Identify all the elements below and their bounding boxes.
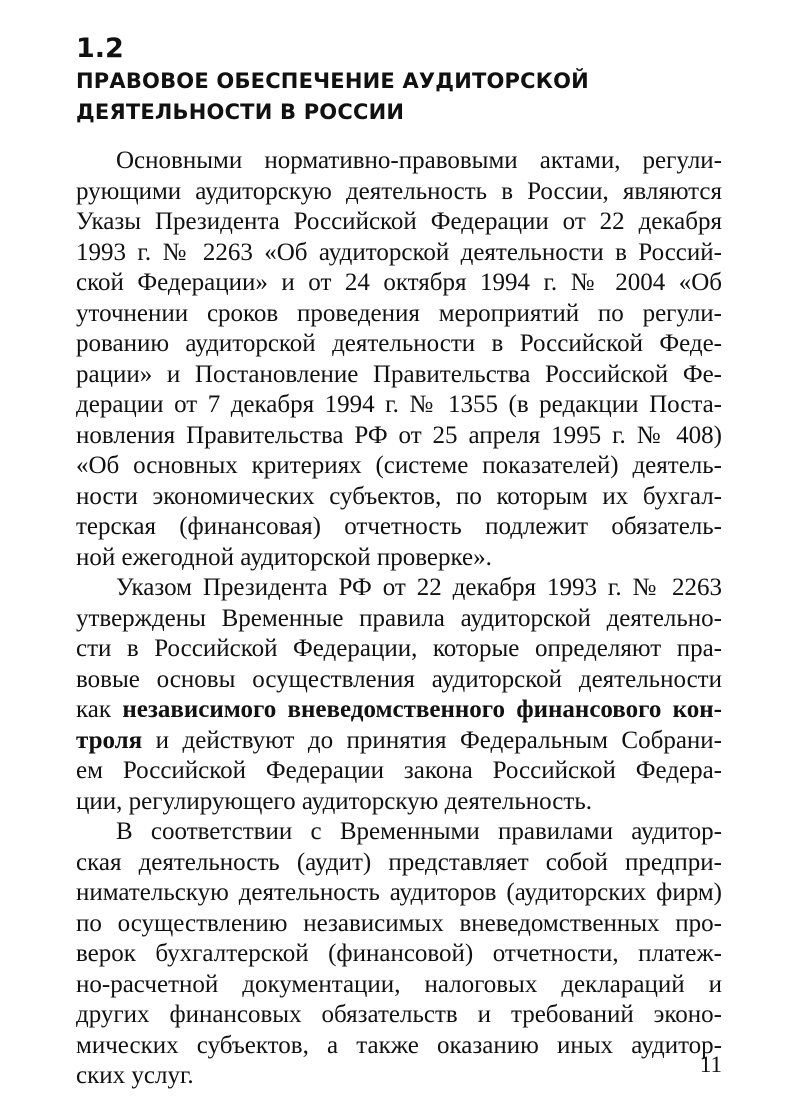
text-line: нимательскую деятельность аудиторов (аудиторских фирм)	[76, 879, 722, 906]
text-line: уточнении сроков проведения мероприятий по регули-	[76, 299, 722, 327]
text-line: по осуществлению независимых вневедомственных про-	[76, 909, 722, 937]
text-line-mixed	[76, 726, 722, 757]
text-line: В соответствии с Временными правилами аудитор-	[116, 818, 722, 845]
text-line: ной ежегодной аудиторской проверке».	[76, 543, 492, 571]
section-title-line: ПРАВОВОЕ ОБЕСПЕЧЕНИЕ АУДИТОРСКОЙ	[76, 69, 589, 93]
paragraph	[76, 146, 722, 573]
page-number: 11	[699, 1052, 722, 1077]
text-line: рованию аудиторской деятельности в Российской Феде-	[76, 330, 722, 357]
text-line: сти в Российской Федерации, которые определяют пра-	[76, 635, 722, 662]
text-line: Указы Президента Российской Федерации от 22 декабря	[76, 208, 722, 235]
text-line: Основными нормативно-правовыми актами, регули-	[116, 147, 722, 174]
text-line: ской Федерации» и от 24 октября 1994 г. № 2004 «Об	[76, 269, 722, 296]
emphasized-text: независимого вневедомственного финансового кон-	[122, 696, 722, 723]
text-line: «Об основных критериях (системе показателей) деятель-	[76, 452, 722, 479]
text-fragment: как	[76, 696, 123, 723]
emphasized-text: троля	[76, 726, 143, 754]
section-title	[76, 66, 716, 128]
section-title-line: ДЕЯТЕЛЬНОСТИ В РОССИИ	[76, 100, 405, 124]
text-line: рующими аудиторскую деятельность в России, являются	[76, 177, 722, 205]
text-line-mixed	[76, 695, 722, 726]
text-line: Указом Президента РФ от 22 декабря 1993 г. № 2263	[116, 574, 722, 601]
text-line: ции, регулирующего аудиторскую деятельность.	[76, 787, 592, 815]
text-line: рации» и Постановление Правительства Российской Фе-	[76, 360, 722, 388]
text-line: ности экономических субъектов, по которым их бухгал-	[76, 482, 722, 510]
text-line: ем Российской Федерации закона Российской Федера-	[76, 757, 722, 784]
text-line: ских услуг.	[76, 1062, 194, 1089]
text-line: ская деятельность (аудит) представляет собой предпри-	[76, 848, 722, 876]
text-line: других финансовых обязательств и требований эконо-	[76, 1001, 722, 1028]
body-text	[76, 146, 722, 1092]
text-line: мических субъектов, а также оказанию иных аудитор-	[76, 1031, 722, 1059]
text-line: верок бухгалтерской (финансовой) отчетности, платеж-	[76, 940, 722, 967]
text-line: 1993 г. № 2263 «Об аудиторской деятельности в Россий-	[76, 238, 722, 266]
text-line: дерации от 7 декабря 1994 г. № 1355 (в редакции Поста-	[76, 391, 722, 418]
text-line: новления Правительства РФ от 25 апреля 1995 г. № 408)	[76, 421, 722, 449]
text-fragment: и действуют до принятия Федеральным Собрани-	[142, 726, 722, 754]
text-line: терская (финансовая) отчетность подлежит обязатель-	[76, 513, 722, 540]
paragraph	[76, 817, 722, 1092]
section-number: 1.2	[76, 33, 124, 64]
text-line: вовые основы осуществления аудиторской деятельности	[76, 665, 722, 693]
text-line: утверждены Временные правила аудиторской деятельно-	[76, 604, 722, 632]
paragraph	[76, 573, 722, 817]
text-line: но-расчетной документации, налоговых деклараций и	[76, 970, 722, 998]
